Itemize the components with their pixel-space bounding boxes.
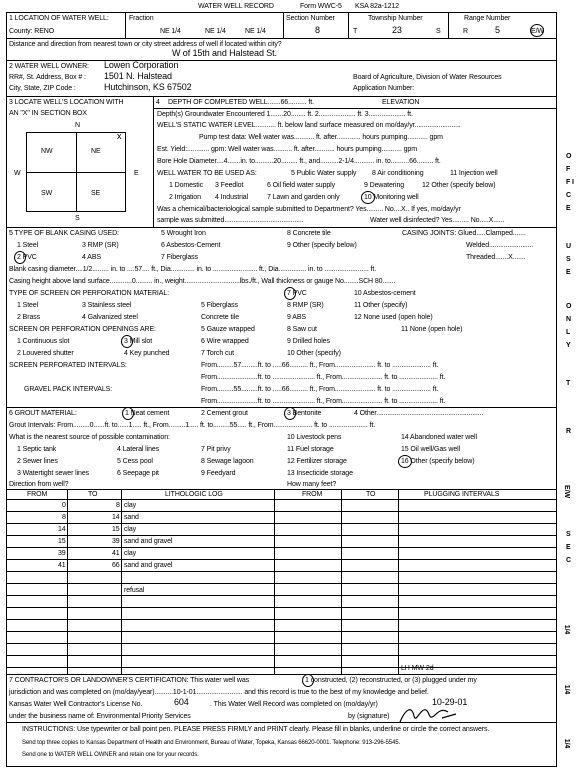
- contam-8: 8 Sewage lagoon: [201, 458, 254, 465]
- log-from: 8: [62, 514, 66, 521]
- instructions: INSTRUCTIONS: Use typewriter or ball point pen. PLEASE PRESS FIRMLY and PRINT clearly. Please fill in blanks, underline or circle the correct answers.: [22, 726, 490, 733]
- section-number: 8: [315, 25, 320, 35]
- s3-div: [153, 96, 154, 227]
- log-col3: [274, 489, 275, 674]
- completed-date: 10-29-01: [432, 697, 468, 707]
- log-row-line: [6, 643, 556, 644]
- log-lith-header: LITHOLOGIC LOG: [165, 491, 223, 498]
- log-col4: [341, 489, 342, 674]
- s7-top: [6, 674, 556, 675]
- frame-right: [556, 12, 557, 767]
- side-q3: 1/4: [563, 738, 571, 749]
- log-to-header: TO: [88, 491, 98, 498]
- log-lith: sand: [124, 514, 139, 521]
- ksa-number: KSA 82a-1212: [355, 3, 399, 10]
- open-1: 1 Continuous slot: [17, 338, 70, 345]
- log-row-line: [6, 655, 556, 656]
- well-id: LH MW-2d: [401, 665, 434, 672]
- grout-3: 3 Bentonite: [287, 410, 322, 417]
- distance-label: Distance and direction from nearest town or city street address of well if located within city?: [9, 41, 282, 48]
- constructed-circle: [302, 674, 314, 687]
- casing-height: Casing height above land surface............0......... in., weight..............................lbs./ft., Wall thickness or gauge No........SCH 80.......: [9, 278, 396, 285]
- casing-2-circle: [14, 251, 26, 264]
- s4-line1: [153, 108, 556, 109]
- send-text: Send top three copies to Kansas Department of Health and Environment, Bureau of Water, Topeka, Kansas 66620-0001. Telephone: 913-296-5545.: [22, 740, 401, 746]
- elevation: ELEVATION: [382, 99, 420, 106]
- open-7: 7 Torch cut: [201, 350, 235, 357]
- side-only: O N L Y: [566, 303, 572, 349]
- sample-text: Was a chemical/bacteriological sample submitted to Department? Yes......... No....X.. If yes, mo/day/yr: [157, 206, 461, 213]
- contam-10: 10 Livestock pens: [287, 434, 342, 441]
- log-to: 41: [112, 550, 120, 557]
- use-10-circle: [361, 191, 375, 204]
- owner-name: Lowen Corporation: [104, 60, 179, 70]
- quarter2: NE 1/4: [205, 28, 226, 35]
- s7-option: 1 constructed, (2) reconstructed, or (3) plugged under my: [305, 677, 477, 684]
- log-col1: [67, 489, 68, 674]
- s4-num: 4: [156, 99, 160, 106]
- quad-ne: NE: [91, 148, 101, 155]
- perf-interval-1: From.........57.........ft. to .....66.......... ft., From...................... ft. to ..................... ft.: [201, 362, 439, 369]
- side-sec: S E C: [566, 531, 571, 564]
- use-11: 11 Injection well: [450, 170, 498, 177]
- log-to: 39: [112, 538, 120, 545]
- use-4: 4 Industrial: [215, 194, 249, 201]
- perf-intervals-label: SCREEN PERFORATED INTERVALS:: [9, 362, 127, 369]
- s2-label: 2 WATER WELL OWNER:: [9, 63, 89, 70]
- screen-label: TYPE OF SCREEN OR PERFORATION MATERIAL:: [9, 290, 169, 297]
- township-label: Township Number: [368, 15, 423, 22]
- grout-4: 4 Other..........................................................: [354, 410, 484, 417]
- signature-label: by (signature): [348, 713, 390, 720]
- fraction-label: Fraction: [129, 15, 154, 22]
- screen-8: 8 RMP (SR): [287, 302, 324, 309]
- log-to: 14: [112, 514, 120, 521]
- pump-test: Pump test data: Well water was........... ft. after............. hours pumping........... gpm: [199, 134, 443, 141]
- open-2: 2 Louvered shutter: [17, 350, 74, 357]
- side-office: O F F I C E: [566, 153, 574, 212]
- open-3: 3 Mill slot: [124, 338, 153, 345]
- bore-hole: Bore Hole Diameter....4.......in. to..........20......... ft., and..........2-1/4........... in. to..........66......... ft.: [157, 158, 441, 165]
- county: County: RENO: [9, 28, 55, 35]
- screen-10: 10 Asbestos-cement: [354, 290, 416, 297]
- disinfected: Water well disinfected? Yes......... No.....X......: [370, 217, 505, 224]
- use-10: 10 Monitoring well: [364, 194, 419, 201]
- side-t: T: [566, 380, 571, 387]
- use-1: 1 Domestic: [169, 182, 204, 189]
- log-lith: sand and gravel: [124, 538, 173, 545]
- frame-left: [6, 12, 7, 767]
- section-box-hmid: [26, 172, 126, 173]
- direction-label: Direction from well?: [9, 481, 69, 488]
- quarter1: NE 1/4: [160, 28, 181, 35]
- side-use: U S E: [566, 243, 571, 276]
- use-2: 2 Irrigation: [169, 194, 201, 201]
- how-many-feet: How many feet?: [287, 481, 337, 488]
- distance-value: W of 15th and Halstead St.: [172, 48, 277, 58]
- open-6: 6 Wire wrapped: [201, 338, 249, 345]
- contam-3: 3 Watertight sewer lines: [17, 470, 90, 477]
- contam-14: 14 Abandoned water well: [401, 434, 477, 441]
- s5-label: 5 TYPE OF BLANK CASING USED:: [9, 230, 119, 237]
- contam-16-circle: [398, 455, 412, 468]
- contam-9: 9 Feedyard: [201, 470, 236, 477]
- range-number: 5: [495, 25, 500, 35]
- casing-4: 4 ABS: [82, 254, 101, 261]
- application-number: Application Number:: [353, 85, 415, 92]
- yield: Est. Yield:............ gpm: Well water was.......... ft. after........... hours pumping........... gpm: [157, 146, 417, 153]
- open-11: 11 None (open hole): [401, 326, 463, 333]
- compass-e: E: [134, 170, 139, 177]
- grout-1-circle: [122, 407, 134, 420]
- log-row-line: [6, 667, 556, 668]
- range-ew: E/W: [531, 28, 544, 35]
- open-8: 8 Saw cut: [287, 326, 317, 333]
- casing-diameter: Blank casing diameter....1/2......... in. to ....57.... ft., Dia............. in. to ........................ ft., Dia............... in. to ........................ ft.: [9, 266, 377, 273]
- compass-w: W: [14, 170, 21, 177]
- rr-label: RR#, St. Address, Box # :: [9, 74, 86, 81]
- s7-line2: jurisdiction and was completed on (mo/day/year)..........10-1-01......................... and this record is true to the best of my knowledge and belief.: [9, 689, 429, 696]
- log-row-line: [6, 511, 556, 512]
- log-lith: clay: [124, 502, 137, 509]
- license-number: 604: [174, 697, 189, 707]
- screen-concrete: Concrete tile: [201, 314, 239, 321]
- s7-label: 7 CONTRACTOR'S OR LANDOWNER'S CERTIFICATION: This water well was: [9, 677, 250, 684]
- frame-top: [6, 12, 556, 13]
- log-row-line: [6, 619, 556, 620]
- casing-2: 2 PVC: [17, 254, 37, 261]
- city-label: City, State, ZIP Code :: [9, 85, 76, 92]
- refusal-note: refusal: [124, 587, 145, 594]
- use-label: WELL WATER TO BE USED AS:: [157, 170, 257, 177]
- casing-8: 8 Concrete tile: [287, 230, 331, 237]
- township-s: S: [436, 28, 441, 35]
- s5-top: [6, 227, 556, 228]
- log-row-line: [6, 559, 556, 560]
- log-header-line: [6, 499, 556, 500]
- board-text: Board of Agriculture, Division of Water Resources: [353, 74, 502, 81]
- log-from2-header: FROM: [302, 491, 323, 498]
- range-ew-circle: [530, 24, 544, 37]
- contamination-label: What is the nearest source of possible contamination:: [9, 434, 170, 441]
- quad-sw: SW: [41, 190, 53, 197]
- footer-top: [6, 722, 556, 723]
- log-lith: sand and gravel: [124, 562, 173, 569]
- log-row-line: [6, 595, 556, 596]
- log-from: 39: [58, 550, 66, 557]
- form-number: Form WWC-5: [300, 3, 342, 10]
- grout-3-circle: [284, 407, 296, 420]
- contam-2: 2 Sewer lines: [17, 458, 58, 465]
- s1-label: 1 LOCATION OF WATER WELL:: [9, 15, 109, 22]
- log-lith: clay: [124, 550, 137, 557]
- contam-15: 15 Oil well/Gas well: [401, 446, 461, 453]
- section-label: Section Number: [286, 15, 335, 22]
- contam-12: 12 Fertilizer storage: [287, 458, 347, 465]
- s6-label: 6 GROUT MATERIAL:: [9, 410, 77, 417]
- contam-5: 5 Cess pool: [117, 458, 153, 465]
- grout-1: 1 Neat cement: [125, 410, 170, 417]
- casing-7: 7 Fiberglass: [161, 254, 198, 261]
- gravel-interval-1: From.........55.........ft. to .....66.......... ft., From...................... ft. to ..................... ft.: [201, 386, 439, 393]
- open-9: 9 Drilled holes: [287, 338, 330, 345]
- range-label: Range Number: [464, 15, 511, 22]
- screen-4: 4 Galvanized steel: [82, 314, 138, 321]
- s6-top: [6, 407, 556, 408]
- log-to: 66: [112, 562, 120, 569]
- screen-12: 12 None used (open hole): [354, 314, 433, 321]
- compass-n: N: [75, 122, 80, 129]
- groundwater: Depth(s) Groundwater Encountered 1.......20........ ft. 2.................... ft. 3.................... ft.: [157, 111, 413, 118]
- range-r: R: [463, 28, 468, 35]
- screen-9: 9 ABS: [287, 314, 306, 321]
- casing-joints: CASING JOINTS: Glued.....Clamped.......: [402, 230, 526, 237]
- log-row-line: [6, 547, 556, 548]
- contam-16: 16 Other (specify below): [401, 458, 475, 465]
- log-from: 41: [58, 562, 66, 569]
- open-4: 4 Key punched: [124, 350, 170, 357]
- use-8: 8 Air conditioning: [372, 170, 424, 177]
- screen-2: 2 Brass: [17, 314, 41, 321]
- s3-top: [6, 96, 556, 97]
- log-row-line: [6, 583, 556, 584]
- license-label: Kansas Water Well Contractor's License No.: [9, 701, 143, 708]
- casing-9: 9 Other (specify below): [287, 242, 357, 249]
- use-3: 3 Feedlot: [215, 182, 244, 189]
- use-6: 6 Oil field water supply: [267, 182, 336, 189]
- send-text2: Send one to WATER WELL OWNER and retain one for your records.: [22, 752, 199, 758]
- gravel-label: GRAVEL PACK INTERVALS:: [24, 386, 113, 393]
- log-from: 0: [62, 502, 66, 509]
- grout-intervals: Grout Intervals: From.........0......ft. to......1..... ft., From.........1..... ft. to.........55..... ft., From..................... ft. to ..................... ft.: [9, 422, 376, 429]
- grout-2: 2 Cement grout: [201, 410, 248, 417]
- quad-se: SE: [91, 190, 101, 197]
- address-value: 1501 N. Halstead: [104, 71, 172, 81]
- screen-11: 11 Other (specify): [354, 302, 408, 309]
- casing-3: 3 RMP (SR): [82, 242, 119, 249]
- s1-div3: [348, 12, 349, 38]
- contam-7: 7 Pit privy: [201, 446, 231, 453]
- s3-label: 3 LOCATE WELL'S LOCATION WITH: [9, 99, 124, 106]
- use-7: 7 Lawn and garden only: [267, 194, 340, 201]
- compass-s: S: [75, 215, 80, 222]
- screen-3: 3 Stainless steel: [82, 302, 132, 309]
- log-col5: [398, 489, 399, 674]
- log-col2: [121, 489, 122, 674]
- township-t: T: [353, 28, 358, 35]
- log-to: 8: [116, 502, 120, 509]
- township-number: 23: [392, 25, 402, 35]
- welded: Welded........................: [466, 242, 534, 249]
- contam-1: 1 Septic tank: [17, 446, 57, 453]
- log-to: 15: [112, 526, 120, 533]
- contam-11: 11 Fuel storage: [287, 446, 334, 453]
- log-from-header: FROM: [27, 491, 48, 498]
- open-10: 10 Other (specify): [287, 350, 341, 357]
- use-12: 12 Other (specify below): [422, 182, 496, 189]
- log-from: 14: [58, 526, 66, 533]
- log-lith: clay: [124, 526, 137, 533]
- use-9: 9 Dewatering: [364, 182, 405, 189]
- s1-line: [6, 38, 556, 39]
- depth-well: DEPTH OF COMPLETED WELL.......66.......... ft.: [168, 99, 314, 106]
- use-5: 5 Public Water supply: [291, 170, 357, 177]
- side-q2: 1/4: [563, 684, 571, 695]
- casing-1: 1 Steel: [17, 242, 39, 249]
- s1-div1: [125, 12, 126, 38]
- side-q1: 1/4: [563, 624, 571, 635]
- s2-top: [6, 60, 556, 61]
- s1-div2: [283, 12, 284, 38]
- side-ew: E/W: [562, 485, 570, 498]
- contam-13: 13 Insecticide storage: [287, 470, 353, 477]
- log-plug-header: PLUGGING INTERVALS: [424, 491, 500, 498]
- perf-interval-2: From......................ft. to ....................... ft., From...................... ft. to ..................... ft.: [201, 374, 446, 381]
- open-5: 5 Gauze wrapped: [201, 326, 255, 333]
- open-3-circle: [121, 335, 133, 348]
- log-from: 15: [58, 538, 66, 545]
- business-name: under the business name of: Environmental Priority Services: [9, 713, 191, 720]
- screen-5: 5 Fiberglass: [201, 302, 238, 309]
- quarter3: NE 1/4: [245, 28, 266, 35]
- s1-div4: [448, 12, 449, 38]
- openings-label: SCREEN OR PERFORATION OPENINGS ARE:: [9, 326, 156, 333]
- sample-text2: sample was submitted...........................................: [157, 217, 304, 224]
- log-to2-header: TO: [366, 491, 376, 498]
- quad-nw: NW: [41, 148, 53, 155]
- casing-5: 5 Wrought Iron: [161, 230, 206, 237]
- casing-6: 6 Asbestos-Cement: [161, 242, 221, 249]
- contam-6: 6 Seepage pit: [117, 470, 159, 477]
- log-row-line: [6, 523, 556, 524]
- contam-4: 4 Lateral lines: [117, 446, 160, 453]
- static-level: WELL'S STATIC WATER LEVEL........... ft. below land surface measured on mo/day/yr.........................: [157, 122, 461, 129]
- log-row-line: [6, 631, 556, 632]
- location-mark: x: [117, 131, 122, 141]
- threaded: Threaded.......X.......: [466, 254, 526, 261]
- screen-7: 7 PVC: [287, 290, 307, 297]
- log-row-line: [6, 571, 556, 572]
- side-r: R: [566, 428, 571, 435]
- screen-7-circle: [284, 287, 296, 300]
- s7-line3: . This Water Well Record was completed on (mo/day/yr): [210, 701, 378, 708]
- s3-label2: AN "X" IN SECTION BOX: [9, 110, 87, 117]
- gravel-interval-2: From......................ft. to ....................... ft., From...................... ft. to ..................... ft.: [201, 398, 446, 405]
- log-top: [6, 489, 556, 490]
- frame-bottom: [6, 766, 556, 767]
- screen-1: 1 Steel: [17, 302, 39, 309]
- form-title: WATER WELL RECORD: [198, 3, 274, 10]
- city-value: Hutchinson, KS 67502: [104, 82, 192, 92]
- log-row-line: [6, 607, 556, 608]
- log-row-line: [6, 535, 556, 536]
